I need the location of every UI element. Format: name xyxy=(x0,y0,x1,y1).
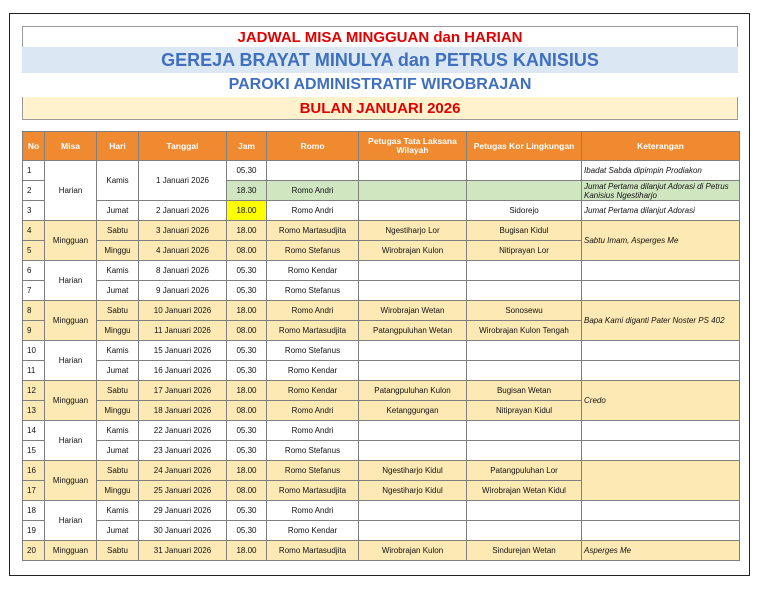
cell-jam: 05.30 xyxy=(227,441,267,461)
cell-no: 10 xyxy=(23,341,45,361)
table-row xyxy=(23,201,740,221)
cell-keterangan xyxy=(582,361,740,381)
cell-hari: Jumat xyxy=(97,281,139,301)
cell-wilayah xyxy=(359,521,467,541)
cell-hari: Minggu xyxy=(97,321,139,341)
cell-wilayah xyxy=(359,361,467,381)
cell-jam: 05.30 xyxy=(227,361,267,381)
cell-tanggal: 2 Januari 2026 xyxy=(139,201,227,221)
cell-romo: Romo Kendar xyxy=(267,361,359,381)
cell-romo: Romo Andri xyxy=(267,301,359,321)
table-row xyxy=(23,541,740,561)
cell-tanggal: 9 Januari 2026 xyxy=(139,281,227,301)
cell-wilayah: Wirobrajan Wetan xyxy=(359,301,467,321)
cell-romo: Romo Stefanus xyxy=(267,281,359,301)
cell-hari: Sabtu xyxy=(97,461,139,481)
cell-hari: Sabtu xyxy=(97,381,139,401)
cell-jam: 18.00 xyxy=(227,461,267,481)
cell-no: 14 xyxy=(23,421,45,441)
cell-jam: 05.30 xyxy=(227,281,267,301)
cell-tanggal: 1 Januari 2026 xyxy=(139,161,227,201)
cell-misa: Mingguan xyxy=(45,301,97,341)
cell-jam: 05.30 xyxy=(227,521,267,541)
cell-wilayah xyxy=(359,201,467,221)
cell-wilayah: Patangpuluhan Kulon xyxy=(359,381,467,401)
table-row xyxy=(23,421,740,441)
cell-hari: Jumat xyxy=(97,521,139,541)
cell-no: 7 xyxy=(23,281,45,301)
cell-keterangan xyxy=(582,421,740,441)
schedule-table xyxy=(22,131,740,561)
cell-tanggal: 15 Januari 2026 xyxy=(139,341,227,361)
table-row xyxy=(23,361,740,381)
cell-hari: Kamis xyxy=(97,161,139,201)
cell-wilayah xyxy=(359,161,467,181)
cell-no: 1 xyxy=(23,161,45,181)
cell-kor: Sindurejan Wetan xyxy=(467,541,582,561)
cell-tanggal: 22 Januari 2026 xyxy=(139,421,227,441)
cell-romo: Romo Martasudjita xyxy=(267,541,359,561)
cell-no: 17 xyxy=(23,481,45,501)
cell-tanggal: 30 Januari 2026 xyxy=(139,521,227,541)
cell-jam: 08.00 xyxy=(227,321,267,341)
cell-keterangan: Jumat Pertama dilanjut Adorasi di Petrus Kanisius Ngestiharjo xyxy=(582,181,740,201)
cell-no: 6 xyxy=(23,261,45,281)
cell-no: 13 xyxy=(23,401,45,421)
cell-jam: 05.30 xyxy=(227,261,267,281)
cell-hari: Sabtu xyxy=(97,221,139,241)
cell-kor xyxy=(467,441,582,461)
cell-romo: Romo Martasudjita xyxy=(267,321,359,341)
cell-no: 3 xyxy=(23,201,45,221)
col-romo: Romo xyxy=(267,132,359,161)
table-row xyxy=(23,161,740,181)
cell-hari: Minggu xyxy=(97,241,139,261)
cell-hari: Sabtu xyxy=(97,541,139,561)
cell-keterangan xyxy=(582,521,740,541)
cell-hari: Kamis xyxy=(97,261,139,281)
cell-romo: Romo Martasudjita xyxy=(267,221,359,241)
cell-jam: 18.00 xyxy=(227,221,267,241)
cell-romo: Romo Kendar xyxy=(267,521,359,541)
cell-hari: Kamis xyxy=(97,421,139,441)
cell-tanggal: 17 Januari 2026 xyxy=(139,381,227,401)
col-petugas-kor: Petugas Kor Lingkungan xyxy=(467,132,582,161)
cell-wilayah: Ngestiharjo Lor xyxy=(359,221,467,241)
table-row xyxy=(23,501,740,521)
cell-tanggal: 10 Januari 2026 xyxy=(139,301,227,321)
cell-no: 15 xyxy=(23,441,45,461)
cell-keterangan: Sabtu Imam, Asperges Me xyxy=(582,221,740,261)
cell-hari: Minggu xyxy=(97,481,139,501)
cell-no: 8 xyxy=(23,301,45,321)
cell-jam: 05.30 xyxy=(227,501,267,521)
cell-tanggal: 3 Januari 2026 xyxy=(139,221,227,241)
cell-no: 20 xyxy=(23,541,45,561)
cell-romo: Romo Andri xyxy=(267,201,359,221)
cell-keterangan: Credo xyxy=(582,381,740,421)
col-jam: Jam xyxy=(227,132,267,161)
cell-keterangan xyxy=(582,341,740,361)
cell-kor xyxy=(467,421,582,441)
cell-romo: Romo Andri xyxy=(267,401,359,421)
cell-jam: 08.00 xyxy=(227,401,267,421)
cell-misa: Mingguan xyxy=(45,381,97,421)
cell-tanggal: 4 Januari 2026 xyxy=(139,241,227,261)
cell-kor xyxy=(467,501,582,521)
cell-romo: Romo Martasudjita xyxy=(267,481,359,501)
cell-kor: Sidorejo xyxy=(467,201,582,221)
cell-kor: Wirobrajan Kulon Tengah xyxy=(467,321,582,341)
cell-wilayah xyxy=(359,181,467,201)
cell-jam: 05.30 xyxy=(227,341,267,361)
cell-no: 19 xyxy=(23,521,45,541)
table-row xyxy=(23,461,740,481)
cell-kor xyxy=(467,161,582,181)
cell-keterangan xyxy=(582,261,740,281)
cell-tanggal: 8 Januari 2026 xyxy=(139,261,227,281)
cell-tanggal: 11 Januari 2026 xyxy=(139,321,227,341)
cell-keterangan xyxy=(582,461,740,501)
cell-hari: Minggu xyxy=(97,401,139,421)
cell-jam: 18.00 xyxy=(227,381,267,401)
cell-hari: Kamis xyxy=(97,341,139,361)
cell-romo: Romo Andri xyxy=(267,181,359,201)
table-row xyxy=(23,521,740,541)
cell-jam: 08.00 xyxy=(227,241,267,261)
cell-tanggal: 16 Januari 2026 xyxy=(139,361,227,381)
cell-keterangan: Bapa Kami diganti Pater Noster PS 402 xyxy=(582,301,740,341)
col-petugas-wilayah: Petugas Tata Laksana Wilayah xyxy=(359,132,467,161)
cell-kor xyxy=(467,341,582,361)
cell-wilayah: Ngestiharjo Kidul xyxy=(359,461,467,481)
cell-jam: 18.00 xyxy=(227,541,267,561)
cell-kor: Sonosewu xyxy=(467,301,582,321)
cell-tanggal: 24 Januari 2026 xyxy=(139,461,227,481)
cell-kor: Nitiprayan Kidul xyxy=(467,401,582,421)
cell-kor xyxy=(467,181,582,201)
cell-kor xyxy=(467,281,582,301)
cell-tanggal: 23 Januari 2026 xyxy=(139,441,227,461)
table-row xyxy=(23,381,740,401)
cell-kor: Wirobrajan Wetan Kidul xyxy=(467,481,582,501)
table-row xyxy=(23,221,740,241)
cell-wilayah xyxy=(359,281,467,301)
cell-keterangan xyxy=(582,501,740,521)
cell-wilayah: Ngestiharjo Kidul xyxy=(359,481,467,501)
cell-keterangan: Ibadat Sabda dipimpin Prodiakon xyxy=(582,161,740,181)
cell-misa: Harian xyxy=(45,501,97,541)
cell-misa: Harian xyxy=(45,421,97,461)
cell-misa: Mingguan xyxy=(45,541,97,561)
cell-romo: Romo Stefanus xyxy=(267,241,359,261)
col-tanggal: Tanggal xyxy=(139,132,227,161)
cell-wilayah xyxy=(359,261,467,281)
cell-jam: 05.30 xyxy=(227,421,267,441)
cell-romo: Romo Andri xyxy=(267,501,359,521)
cell-jam: 05.30 xyxy=(227,161,267,181)
cell-romo: Romo Stefanus xyxy=(267,441,359,461)
cell-tanggal: 31 Januari 2026 xyxy=(139,541,227,561)
cell-hari: Jumat xyxy=(97,201,139,221)
cell-wilayah: Wirobrajan Kulon xyxy=(359,241,467,261)
title-schedule: JADWAL MISA MINGGUAN dan HARIAN xyxy=(22,26,738,47)
cell-romo: Romo Stefanus xyxy=(267,461,359,481)
cell-hari: Kamis xyxy=(97,501,139,521)
cell-no: 16 xyxy=(23,461,45,481)
col-misa: Misa xyxy=(45,132,97,161)
cell-tanggal: 25 Januari 2026 xyxy=(139,481,227,501)
cell-no: 4 xyxy=(23,221,45,241)
cell-no: 2 xyxy=(23,181,45,201)
cell-wilayah: Wirobrajan Kulon xyxy=(359,541,467,561)
col-hari: Hari xyxy=(97,132,139,161)
cell-keterangan xyxy=(582,441,740,461)
cell-kor: Patangpuluhan Lor xyxy=(467,461,582,481)
table-row xyxy=(23,261,740,281)
table-header-row xyxy=(23,132,740,161)
cell-romo xyxy=(267,161,359,181)
cell-no: 9 xyxy=(23,321,45,341)
table-row xyxy=(23,301,740,321)
cell-hari: Sabtu xyxy=(97,301,139,321)
cell-kor: Bugisan Kidul xyxy=(467,221,582,241)
cell-jam: 08.00 xyxy=(227,481,267,501)
cell-hari: Jumat xyxy=(97,361,139,381)
cell-keterangan: Jumat Pertama dilanjut Adorasi xyxy=(582,201,740,221)
cell-romo: Romo Kendar xyxy=(267,381,359,401)
cell-misa: Mingguan xyxy=(45,461,97,501)
cell-romo: Romo Andri xyxy=(267,421,359,441)
cell-wilayah xyxy=(359,501,467,521)
cell-kor xyxy=(467,521,582,541)
cell-misa: Harian xyxy=(45,261,97,301)
title-churches: GEREJA BRAYAT MINULYA dan PETRUS KANISIUS xyxy=(22,47,738,73)
cell-hari: Jumat xyxy=(97,441,139,461)
cell-romo: Romo Kendar xyxy=(267,261,359,281)
cell-jam: 18.30 xyxy=(227,181,267,201)
cell-wilayah xyxy=(359,441,467,461)
cell-romo: Romo Stefanus xyxy=(267,341,359,361)
cell-wilayah: Patangpuluhan Wetan xyxy=(359,321,467,341)
cell-wilayah xyxy=(359,421,467,441)
title-month: BULAN JANUARI 2026 xyxy=(22,97,738,120)
col-keterangan: Keterangan xyxy=(582,132,740,161)
cell-misa: Harian xyxy=(45,161,97,221)
cell-tanggal: 29 Januari 2026 xyxy=(139,501,227,521)
cell-misa: Mingguan xyxy=(45,221,97,261)
cell-no: 12 xyxy=(23,381,45,401)
cell-jam: 18.00 xyxy=(227,201,267,221)
cell-wilayah: Ketanggungan xyxy=(359,401,467,421)
title-parish: PAROKI ADMINISTRATIF WIROBRAJAN xyxy=(22,73,738,97)
cell-kor xyxy=(467,361,582,381)
cell-wilayah xyxy=(359,341,467,361)
cell-keterangan xyxy=(582,281,740,301)
table-row xyxy=(23,341,740,361)
cell-kor xyxy=(467,261,582,281)
cell-kor: Nitiprayan Lor xyxy=(467,241,582,261)
cell-no: 18 xyxy=(23,501,45,521)
cell-no: 5 xyxy=(23,241,45,261)
cell-keterangan: Asperges Me xyxy=(582,541,740,561)
cell-tanggal: 18 Januari 2026 xyxy=(139,401,227,421)
cell-misa: Harian xyxy=(45,341,97,381)
cell-jam: 18.00 xyxy=(227,301,267,321)
cell-no: 11 xyxy=(23,361,45,381)
col-no: No xyxy=(23,132,45,161)
table-row xyxy=(23,281,740,301)
table-row xyxy=(23,441,740,461)
cell-kor: Bugisan Wetan xyxy=(467,381,582,401)
